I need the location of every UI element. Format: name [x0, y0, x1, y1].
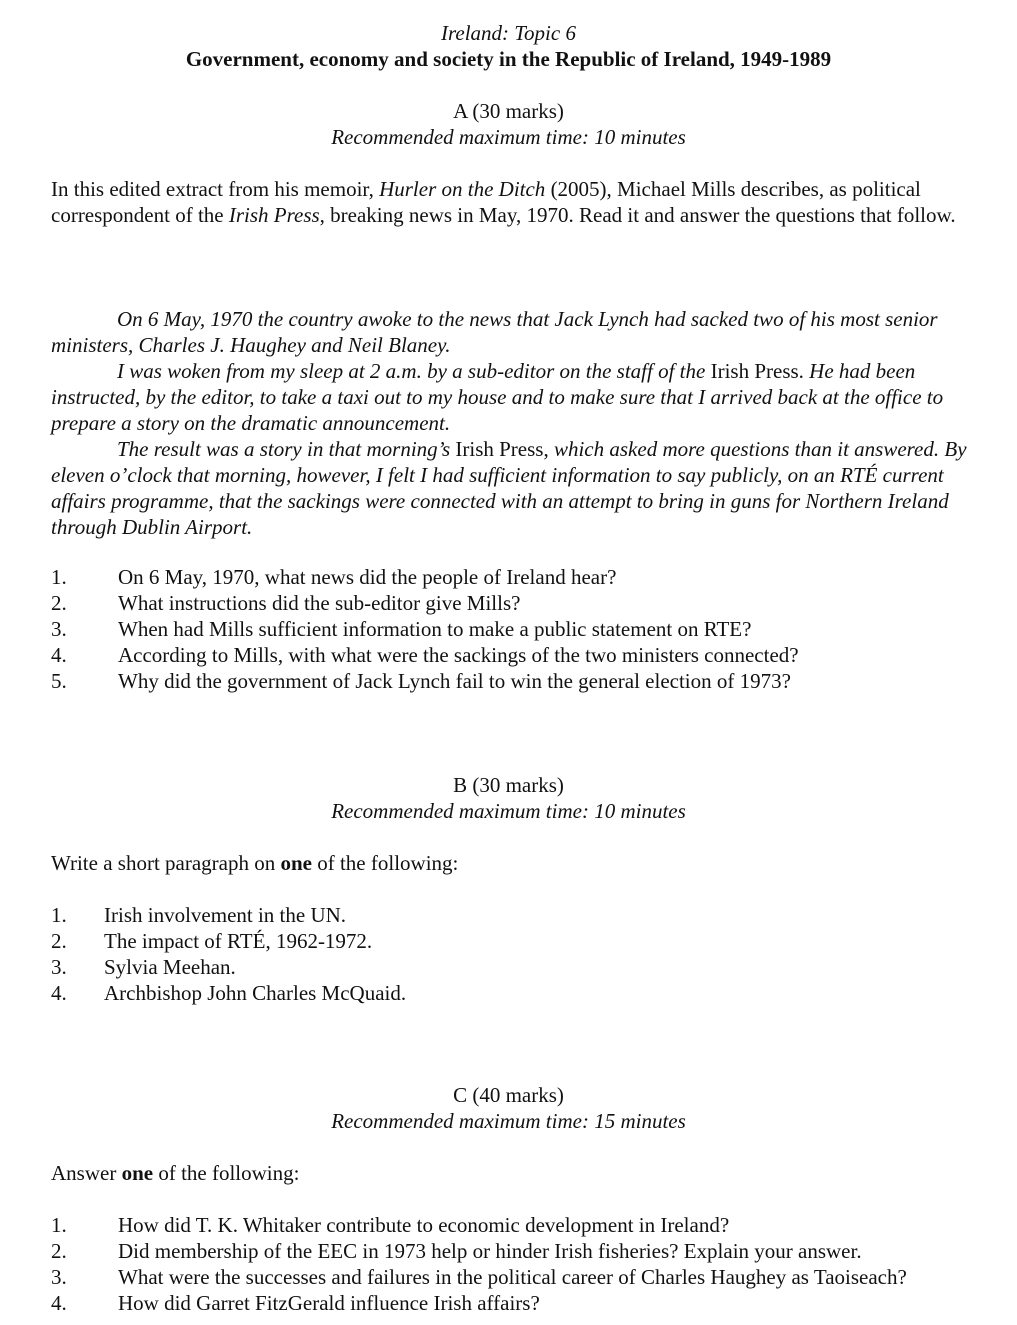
page-title: Government, economy and society in the Republic of Ireland, 1949-1989 — [185, 47, 832, 71]
instruction-text: of the following: — [153, 1161, 300, 1185]
question-number: 1. — [51, 565, 67, 589]
intro-book-title: Hurler on the Ditch — [379, 177, 546, 201]
question-number: 2. — [51, 929, 67, 953]
extract-text-2b: He had been instructed, by the editor, to take a taxi out to my house and to make sure that I arrived back at the office to prepare a story on the dramatic announcement. — [51, 359, 944, 435]
question-b-2 — [51, 928, 991, 954]
question-text: Irish involvement in the UN. — [104, 903, 347, 927]
section-c-heading: C (40 marks) — [453, 1083, 564, 1107]
instruction-emphasis: one — [121, 1161, 154, 1185]
section-b-instruction — [51, 850, 981, 876]
question-text: Did membership of the EEC in 1973 help or hinder Irish fisheries? Explain your answer. — [118, 1239, 862, 1263]
question-number: 3. — [51, 617, 67, 641]
question-c-3 — [51, 1264, 991, 1290]
question-number: 2. — [51, 591, 67, 615]
instruction-emphasis: one — [280, 851, 312, 875]
question-text: Archbishop John Charles McQuaid. — [104, 981, 407, 1005]
section-a-time: Recommended maximum time: 10 minutes — [331, 125, 686, 149]
extract-paper-name-3: Irish Press, — [455, 437, 549, 461]
extract-text-1: On 6 May, 1970 the country awoke to the news that Jack Lynch had sacked two of his most senior ministers, Charles J. Haughey and Neil Blaney. — [51, 307, 938, 357]
instruction-text: Answer — [51, 1161, 122, 1185]
extract-paragraph-3 — [51, 436, 981, 540]
section-b-heading: B (30 marks) — [453, 773, 564, 797]
section-c-instruction — [51, 1160, 981, 1186]
instruction-text: Write a short paragraph on — [51, 851, 281, 875]
section-b-time: Recommended maximum time: 10 minutes — [331, 799, 686, 823]
question-number: 4. — [51, 643, 67, 667]
question-number: 5. — [51, 669, 67, 693]
question-text: When had Mills sufficient information to make a public statement on RTE? — [118, 617, 752, 641]
question-a-3 — [51, 616, 991, 642]
extract-paper-name-2: Irish Press. — [710, 359, 804, 383]
question-number: 2. — [51, 1239, 67, 1263]
question-text: What were the successes and failures in the political career of Charles Haughey as Taoiseach? — [118, 1265, 907, 1289]
question-text: According to Mills, with what were the sackings of the two ministers connected? — [118, 643, 799, 667]
extract-paragraph-2 — [51, 358, 981, 436]
question-text: How did T. K. Whitaker contribute to economic development in Ireland? — [118, 1213, 730, 1237]
question-text: Sylvia Meehan. — [104, 955, 236, 979]
section-a-heading: A (30 marks) — [453, 99, 564, 123]
intro-paper-name: Irish Press — [228, 203, 320, 227]
question-text: Why did the government of Jack Lynch fail to win the general election of 1973? — [118, 669, 791, 693]
question-a-2 — [51, 590, 991, 616]
extract-text-3a: The result was a story in that morning’s — [117, 437, 456, 461]
question-b-1 — [51, 902, 991, 928]
extract-text-3b: which asked more questions than it answered. By eleven o’clock that morning, however, I felt I had sufficient information to say publicly, on an RTÉ current affairs programme, that the sackings were connected with an attempt to bring in guns for Northern Ireland through Dublin Airport. — [51, 437, 967, 539]
extract-text-2a: I was woken from my sleep at 2 a.m. by a sub-editor on the staff of the — [117, 359, 711, 383]
topic-label: Ireland: Topic 6 — [441, 21, 576, 45]
question-text: On 6 May, 1970, what news did the people of Ireland hear? — [118, 565, 617, 589]
question-c-4 — [51, 1290, 991, 1316]
section-a-intro — [51, 176, 981, 228]
question-number: 1. — [51, 903, 67, 927]
question-b-3 — [51, 954, 991, 980]
question-text: What instructions did the sub-editor give Mills? — [118, 591, 521, 615]
question-c-2 — [51, 1238, 991, 1264]
question-a-1 — [51, 564, 991, 590]
question-text: The impact of RTÉ, 1962-1972. — [104, 929, 373, 953]
intro-text-2: (2005), Michael Mills describes, as political correspondent of the — [51, 177, 921, 227]
intro-text-3: , breaking news in May, 1970. Read it and answer the questions that follow. — [319, 203, 956, 227]
question-text: How did Garret FitzGerald influence Irish affairs? — [118, 1291, 540, 1315]
question-number: 4. — [51, 1291, 67, 1315]
question-a-4 — [51, 642, 991, 668]
question-number: 1. — [51, 1213, 67, 1237]
question-a-5 — [51, 668, 991, 694]
section-c-time: Recommended maximum time: 15 minutes — [331, 1109, 686, 1133]
question-c-1 — [51, 1212, 991, 1238]
question-number: 3. — [51, 1265, 67, 1289]
question-number: 3. — [51, 955, 67, 979]
question-number: 4. — [51, 981, 67, 1005]
intro-text-1: In this edited extract from his memoir, — [51, 177, 380, 201]
question-b-4 — [51, 980, 991, 1006]
instruction-text: of the following: — [311, 851, 459, 875]
extract-paragraph-1 — [51, 306, 981, 358]
